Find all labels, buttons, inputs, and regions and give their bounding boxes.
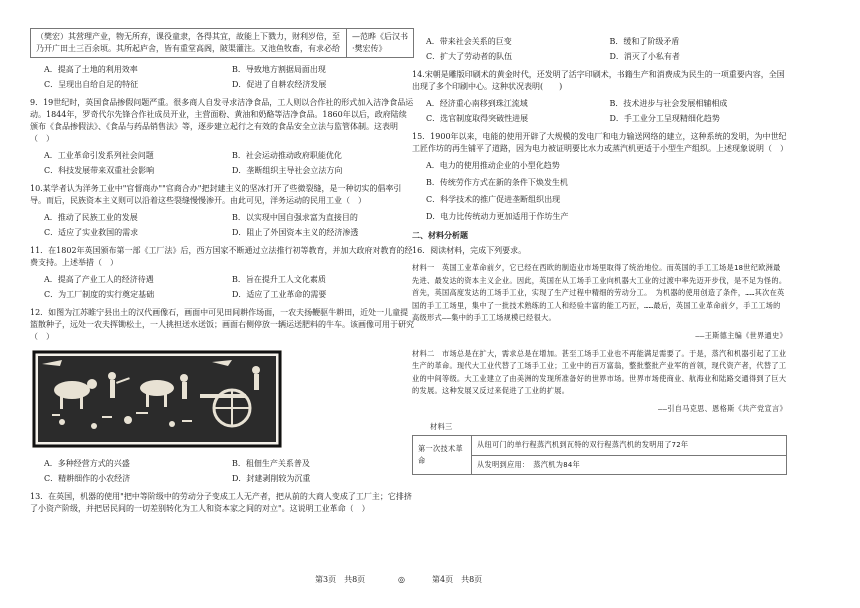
option[interactable]: B．社会运动推动政府职能优化: [232, 151, 342, 160]
q8-material-source: —范晔《后汉书·樊宏传》: [347, 29, 414, 58]
option[interactable]: B．以实现中国自强求富为直接目的: [232, 213, 358, 222]
option[interactable]: C．精耕细作的小农经济: [44, 474, 131, 483]
left-page: [30, 28, 414, 520]
option[interactable]: C．科学技术的推广促进垄断组织出现: [426, 195, 561, 204]
right-page: [412, 28, 787, 475]
option[interactable]: C．为工厂制度的实行奠定基础: [44, 290, 155, 299]
material-1: 材料一 英国工业革命前夕，它已经在西欧的制造业市场里取得了统治地位。而英国的手工工场是18世纪欧洲最先进、最发达的资本主义企业。因此，英国在从工场手工业向机器大工业的过渡中率先迈开步伐，是不足为怪的。首先，英国高度发达的工场手工业，实现了生产过程中精细的劳动分工。 为机器的使用创造了条件，……其次在英国的手工工场里，集中了一批技术熟练的工人和经验丰富的能工巧匠，……最后，英国工业革命前夕，手工工场的高级形式——集中的手工工场规模已经很大。: [412, 263, 787, 323]
han-stone-relief-image: [32, 350, 282, 448]
q10-options: [30, 212, 414, 239]
q9-options: [30, 150, 414, 177]
q15-options: [412, 160, 787, 223]
option[interactable]: B．传统劳作方式在新的条件下焕发生机: [426, 178, 568, 187]
option[interactable]: C．科技发展带来双重社会影响: [44, 166, 155, 175]
q14-options: [412, 98, 787, 125]
material-2-citation: ——引自马克思、恩格斯《共产党宣言》: [657, 403, 787, 413]
option[interactable]: C．扩大了劳动者的队伍: [426, 52, 513, 61]
option[interactable]: D．消灭了小私有者: [609, 52, 680, 61]
question-9: 9．19世纪时，英国食品掺假问题严重。很多商人自发寻求洁净食品，工人则以合作社的形式加入洁净食品运动。1844年，罗奇代尔先锋合作社成员开业，主营面粉、黄油和奶酪等洁净食品。1860年以后，政府陆续颁布《食品掺假法》、《食品与药品销售法》等，逐步建立起行之有效的食品安全立法与监管体制。这表明（ ）: [30, 98, 414, 143]
question-16: 16．阅读材料，完成下列要求。: [412, 246, 527, 255]
question-12: 12．如图为江苏睢宁县出土的汉代画像石，画面中可见田间耕作场面，一农夫扬鞭驱牛耕田，近处一儿童提篮散种子，远处一农夫挥锄松土，一人挑担送水送饭；画面右侧停放一辆运送肥料的牛车。该画像可用于研究（ ）: [30, 308, 414, 341]
page-center-mark: ◎: [398, 575, 405, 584]
question-13: 13．在英国，机器的使用"把中等阶级中的劳动分子变成工人无产者，把从前的大商人变成了工厂主；它排挤了小资产阶级，并把居民间的一切差别转化为工人和资本家之间的对立"。这说明工业革命（ ）: [30, 492, 412, 513]
option[interactable]: D．促进了自耕农经济发展: [232, 80, 327, 89]
q8-material-text: （樊宏）其营理产业，物无所弃，课役童隶，各得其宜，故能上下戮力，财利岁倍，至乃开广田土三百余顷。其所起庐舍，皆有重堂高阁，陂渠灌注。又池鱼牧畜，有求必给: [31, 29, 347, 58]
option[interactable]: A．带来社会关系的巨变: [426, 37, 512, 46]
option[interactable]: D．封建剥削较为沉重: [232, 474, 311, 483]
option[interactable]: A．经济重心南移到珠江流域: [426, 99, 528, 108]
q12-options: [30, 458, 414, 485]
option[interactable]: A．推动了民族工业的发展: [44, 213, 138, 222]
material-1-citation: ——王斯德主编《世界通史》: [695, 330, 787, 340]
option[interactable]: D．电力比传统动力更加适用于作坊生产: [426, 212, 569, 221]
material-2: 材料二 市场总是在扩大，需求总是在增加。甚至工场手工业也不再能满足需要了。于是，蒸汽和机器引起了工业生产的革命。现代大工业代替了工场手工业；工业中的百万富翁，整批整批产业军的首领，现代资产者，代替了工业的中间等级。大工业建立了由美洲的发现所准备好的世界市场。世界市场使商业、航海业和陆路交通得到了巨大的发展。这种发展又反过来促进了工业的扩展。: [412, 348, 787, 396]
option[interactable]: D．手工业分工呈现精细化趋势: [609, 114, 720, 123]
question-15: 15．1900年以来，电能的使用开辟了大规模的发电厂和电力输送网络的建立，这种系统的发明，为中世纪工匠作坊的再生铺平了道路，因为电力被证明要比水力或蒸汽机更适于小型生产组织。上述现象说明（ ）: [412, 132, 788, 153]
q8-options: [30, 64, 414, 91]
q13-options: [412, 36, 787, 63]
option[interactable]: B．旨在提升工人文化素质: [232, 275, 326, 284]
option[interactable]: B．租佃生产关系普及: [232, 459, 310, 468]
material-3-label: 材料三: [430, 421, 453, 431]
section-heading: 二、材料分析题: [412, 230, 468, 240]
option[interactable]: A．提高了产业工人的经济待遇: [44, 275, 154, 284]
option[interactable]: B．导致地方割据局面出现: [232, 65, 326, 74]
option[interactable]: D．适应了工业革命的需要: [232, 290, 327, 299]
option[interactable]: C．适应了实业救国的需求: [44, 228, 139, 237]
table-cell: 从纽可门的单行程蒸汽机到瓦特的双行程蒸汽机的发明用了72年: [472, 436, 787, 456]
q11-options: [30, 274, 414, 301]
option[interactable]: D．垄断组织主导社会立法方向: [232, 166, 343, 175]
page-footer-right: 第4页 共8页: [432, 575, 483, 584]
table-row-header: 第一次技术革命: [413, 436, 472, 475]
question-11: 11．在1802年英国颁布第一部《工厂法》后，西方国家不断通过立法推行初等教育，并加大政府对教育的经费支持。上述举措（ ）: [30, 246, 413, 267]
question-10: 10.某学者认为洋务工业中"官督商办""官商合办"把封建主义的坚冰打开了些微裂缝，是一种切实的倡率引导。而后，民族资本主义则可以沿着这些裂缝慢慢渗开。由此可见，洋务运动的民用工业（ ）: [30, 184, 402, 205]
material-3-table: [412, 435, 787, 475]
option[interactable]: D．阻止了外国资本主义的经济渗透: [232, 228, 359, 237]
q8-material-table: [30, 28, 414, 58]
option[interactable]: C．呈现出自给自足的特征: [44, 80, 139, 89]
table-cell: 从发明到应用： 蒸汽机为84年: [472, 455, 787, 475]
option[interactable]: A．提高了土地的利用效率: [44, 65, 138, 74]
option[interactable]: B．缓和了阶级矛盾: [609, 37, 680, 46]
page-footer-left: 第3页 共8页: [315, 575, 366, 584]
option[interactable]: A．工业革命引发系列社会问题: [44, 151, 154, 160]
option[interactable]: A．电力的使用推动企业的小型化趋势: [426, 161, 560, 170]
option[interactable]: A．多种经营方式的兴盛: [44, 459, 130, 468]
option[interactable]: C．选官制度取得突破性进展: [426, 114, 529, 123]
option[interactable]: B．技术进步与社会发展相辅相成: [609, 99, 728, 108]
question-14: 14.宋朝是雕版印刷术的黄金时代，还发明了活字印刷术，书籍生产和消费成为民生的一项重要内容，全国出现了多个印刷中心。这种状况表明( ): [412, 70, 785, 91]
